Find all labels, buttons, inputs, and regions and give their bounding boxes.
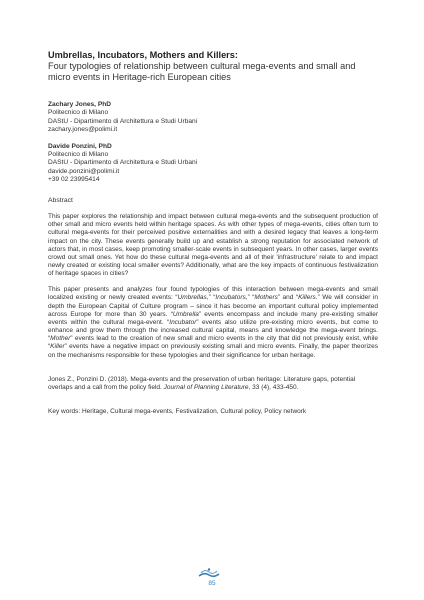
author-phone: +39 02 23995414 bbox=[48, 176, 100, 184]
text-run: ” events have a negative impact on previously existing small and micro events. Finally, the paper theorizes on the mechanisms responsible for these typologies and their significance for urban heritage. bbox=[48, 343, 378, 359]
text-run: ” events also utilize pre-existing micro events, but come to enhance and grow them through the increased cultural capital, means and knowledge the mega-event brings. “ bbox=[48, 318, 378, 343]
abstract-heading: Abstract bbox=[48, 196, 73, 204]
conference-logo-icon bbox=[197, 567, 221, 579]
reference bbox=[48, 376, 378, 392]
author-name: Davide Ponzini, PhD bbox=[48, 142, 112, 150]
author-name: Zachary Jones, PhD bbox=[48, 101, 112, 108]
term-mother: Mother bbox=[50, 335, 71, 343]
keywords: Key words: Heritage, Cultural mega-events, Festivalization, Cultural policy, Policy network bbox=[48, 408, 307, 416]
text-run: .” We will consider in depth the European Capital of Culture program – since it has become an important cultural policy implemented across Europe for more than 30 years. “ bbox=[48, 294, 378, 318]
text-run: ,” “ bbox=[245, 294, 255, 302]
text-run: ” and “ bbox=[277, 294, 299, 302]
author-department: DAStU - Dipartimento di Architettura e Studi Urbani bbox=[48, 117, 198, 125]
term-umbrella: Umbrella bbox=[172, 310, 199, 318]
paper-subtitle: Four typologies of relationship between cultural mega-events and small and micro events in Heritage-rich European cities bbox=[48, 61, 356, 82]
text-run: ,” “ bbox=[206, 294, 216, 302]
author-affiliation: Politecnico di Milano bbox=[48, 151, 109, 159]
text-run: ” events encompass and include many pre-existing smaller events within the cultural mega-event. “ bbox=[48, 310, 378, 326]
reference-details: , 33 (4), 433-450. bbox=[248, 383, 299, 391]
page-content bbox=[48, 50, 378, 416]
text-run: This paper presents and analyzes four found typologies of this interaction between mega-events and small localized existing or newly created events: “ bbox=[48, 286, 378, 302]
term-killers: Killers bbox=[298, 294, 316, 302]
text-run: ” events lead to the creation of new small and micro events in the city that did not previously exist, while “ bbox=[48, 335, 378, 351]
author-affiliation: Politecnico di Milano bbox=[48, 109, 109, 117]
abstract-paragraph-1: This paper explores the relationship and impact between cultural mega-events and the subsequent production of other small and micro events held within heritage spaces. As with other types of mega-events, cities often turn to cultural mega-events for their perceived positive externalities and with a desired legacy that leaves a long-term impact on the city. These events generally build up and establish a strong reputation for associated network of actors that, in most cases, keep promoting smaller-scale events in subsequent years. In other cases, larger events crowd out small ones. Yet how do these cultural mega-events and all of their 'infrastructure' relate to and impact newly created or existing local smaller events? Additionally, what are the key impacts of continuous festivalization of heritage spaces in cities? bbox=[48, 213, 378, 278]
reference-text: Jones Z., Ponzini D. (2018). Mega-events and the preservation of urban heritage: Literature gaps, potential overlaps and a call from the policy field. bbox=[48, 375, 356, 391]
term-incubator: Incubator bbox=[169, 318, 197, 326]
term-umbrellas: Umbrellas bbox=[177, 294, 207, 302]
author-email: davide.ponzini@polimi.it bbox=[48, 167, 120, 175]
term-incubators: Incubators bbox=[215, 294, 246, 302]
term-killer: Killer bbox=[50, 343, 65, 351]
author-block-2 bbox=[48, 143, 378, 185]
reference-journal: Journal of Planning Literature bbox=[163, 383, 249, 391]
author-block-1 bbox=[48, 101, 378, 135]
author-email: zachary.jones@polimi.it bbox=[48, 126, 118, 134]
author-department: DAStU - Dipartimento di Architettura e Studi Urbani bbox=[48, 159, 198, 167]
term-mothers: Mothers bbox=[254, 294, 278, 302]
page-number: 85 bbox=[208, 580, 216, 587]
paper-title: Umbrellas, Incubators, Mothers and Killers: bbox=[48, 50, 238, 60]
abstract-paragraph-2 bbox=[48, 286, 378, 359]
